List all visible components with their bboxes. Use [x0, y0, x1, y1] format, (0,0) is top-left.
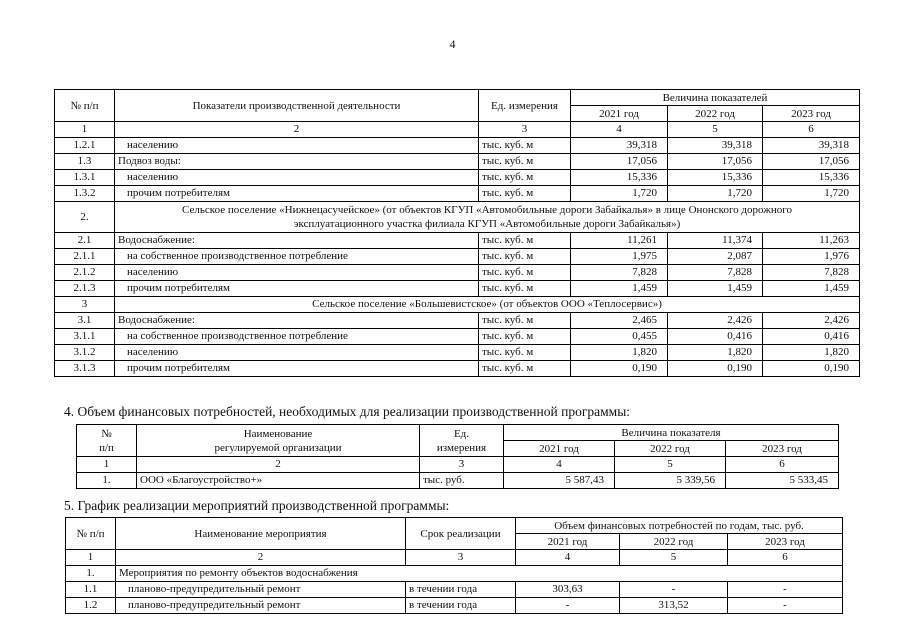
indicator-name: Водоснабжение:: [115, 233, 479, 249]
header-year-2023: 2023 год: [728, 534, 843, 550]
section-title-line2: эксплуатационного участка филиала КГУП «Автомобильные дороги Забайкалья»): [293, 218, 681, 230]
header-year-2023: 2023 год: [763, 106, 860, 122]
header-num-line2: п/п: [99, 441, 114, 454]
table-row: [55, 186, 860, 202]
value-2023: 17,056: [763, 154, 860, 170]
row-unit: тыс. куб. м: [479, 281, 571, 297]
row-num: 3.1.2: [55, 345, 115, 361]
indicator-name: населению: [115, 138, 479, 154]
value-2023: -: [728, 598, 843, 614]
indicator-name: прочим потребителям: [115, 361, 479, 377]
group-title: Мероприятия по ремонту объектов водоснабжения: [116, 566, 843, 582]
indicator-name: Водоснабжение:: [115, 313, 479, 329]
page-number: 4: [449, 37, 456, 51]
header-num: № п/п: [55, 90, 115, 122]
header-year-2022: 2022 год: [668, 106, 763, 122]
row-num: 3.1.1: [55, 329, 115, 345]
row-unit: тыс. куб. м: [479, 170, 571, 186]
value-2023: 1,720: [763, 186, 860, 202]
indicator-name: прочим потребителям: [115, 186, 479, 202]
row-num: 1.3: [55, 154, 115, 170]
col-number: 5: [615, 457, 726, 473]
section-4-title: 4. Объем финансовых потребностей, необходимых для реализации производственной программы:: [64, 404, 631, 419]
col-number: 4: [571, 122, 668, 138]
header-num: № п/п: [66, 518, 116, 550]
header-org: [137, 425, 420, 457]
row-num: 2.1.2: [55, 265, 115, 281]
col-number: 1: [77, 457, 137, 473]
row-unit: тыс. куб. м: [479, 345, 571, 361]
value-2021: 1,459: [571, 281, 668, 297]
col-number: 5: [620, 550, 728, 566]
section-row: [55, 202, 860, 233]
value-2023: 11,263: [763, 233, 860, 249]
indicator-name: населению: [115, 170, 479, 186]
value-2021: 1,975: [571, 249, 668, 265]
value-2023: 7,828: [763, 265, 860, 281]
col-number: 6: [726, 457, 839, 473]
activity-name: планово-предупредительный ремонт: [116, 598, 406, 614]
header-values-group: Объем финансовых потребностей по годам, тыс. руб.: [516, 518, 843, 534]
header-unit-line1: Ед.: [453, 427, 470, 440]
row-num: 1.: [66, 566, 116, 582]
header-org-line1: Наименование: [243, 427, 313, 440]
row-unit: тыс. куб. м: [479, 361, 571, 377]
table-row: [66, 598, 843, 614]
value-2023: 15,336: [763, 170, 860, 186]
row-unit: тыс. куб. м: [479, 329, 571, 345]
value-2021: 15,336: [571, 170, 668, 186]
section-title: [115, 202, 860, 233]
col-number: 1: [55, 122, 115, 138]
row-unit: тыс. куб. м: [479, 249, 571, 265]
row-unit: тыс. куб. м: [479, 313, 571, 329]
value-2023: -: [728, 582, 843, 598]
header-indicator: Показатели производственной деятельности: [115, 90, 479, 122]
header-num-line1: №: [101, 427, 112, 440]
value-2022: 2,426: [668, 313, 763, 329]
header-year-2021: 2021 год: [571, 106, 668, 122]
value-2021: 1,820: [571, 345, 668, 361]
value-2021: -: [516, 598, 620, 614]
value-2021: 0,190: [571, 361, 668, 377]
header-num: [77, 425, 137, 457]
row-num: 1.3.1: [55, 170, 115, 186]
header-org-line2: регулируемой организации: [214, 441, 342, 454]
col-number: 3: [479, 122, 571, 138]
indicator-name: на собственное производственное потребление: [115, 329, 479, 345]
row-num: 1.1: [66, 582, 116, 598]
column-number-row: [77, 457, 839, 473]
row-num: 2.1: [55, 233, 115, 249]
activities-schedule-table: [65, 517, 843, 614]
value-2023: 0,416: [763, 329, 860, 345]
value-2022: 2,087: [668, 249, 763, 265]
table-row: [55, 154, 860, 170]
header-values-group: Величина показателя: [504, 425, 839, 441]
col-number: 2: [137, 457, 420, 473]
value-2022: 17,056: [668, 154, 763, 170]
indicator-name: на собственное производственное потребление: [115, 249, 479, 265]
header-year-2022: 2022 год: [620, 534, 728, 550]
value-2023: 2,426: [763, 313, 860, 329]
col-number: 6: [763, 122, 860, 138]
row-num: 1.2.1: [55, 138, 115, 154]
header-year-2021: 2021 год: [516, 534, 620, 550]
section-num: 3: [55, 297, 115, 313]
value-2022: 11,374: [668, 233, 763, 249]
value-2023: 1,820: [763, 345, 860, 361]
value-2021: 303,63: [516, 582, 620, 598]
value-2023: 39,318: [763, 138, 860, 154]
header-unit-line2: измерения: [436, 441, 487, 454]
table-row: [55, 170, 860, 186]
section-5-title: 5. График реализации мероприятий производственной программы:: [64, 498, 450, 513]
table-row: [55, 313, 860, 329]
activity-term: в течении года: [406, 582, 516, 598]
group-row: [66, 566, 843, 582]
row-num: 1.2: [66, 598, 116, 614]
header-term: Срок реализации: [406, 518, 516, 550]
row-unit: тыс. куб. м: [479, 233, 571, 249]
row-unit: тыс. куб. м: [479, 154, 571, 170]
row-num: 2.1.3: [55, 281, 115, 297]
col-number: 6: [728, 550, 843, 566]
value-2022: 0,416: [668, 329, 763, 345]
value-2023: 0,190: [763, 361, 860, 377]
value-2021: 2,465: [571, 313, 668, 329]
value-2023: 5 533,45: [726, 473, 839, 489]
table-row: [55, 249, 860, 265]
table-row: [55, 361, 860, 377]
table-row: [55, 281, 860, 297]
org-name: ООО «Благоустройство+»: [137, 473, 420, 489]
indicator-name: прочим потребителям: [115, 281, 479, 297]
col-number: 2: [115, 122, 479, 138]
row-unit: тыс. куб. м: [479, 186, 571, 202]
indicator-name: населению: [115, 345, 479, 361]
indicator-name: населению: [115, 265, 479, 281]
column-number-row: [55, 122, 860, 138]
table-row: [55, 265, 860, 281]
financial-needs-table: [76, 424, 839, 489]
section-title: Сельское поселение «Большевистское» (от объектов ООО «Теплосервис»): [115, 297, 860, 313]
row-unit: тыс. руб.: [420, 473, 504, 489]
header-activity-name: Наименование мероприятия: [116, 518, 406, 550]
row-num: 3.1: [55, 313, 115, 329]
row-num: 1.3.2: [55, 186, 115, 202]
section-title-line1: Сельское поселение «Нижнецасучейское» (от объектов КГУП «Автомобильные дороги Забайкалья» в лице Ононского дорожного: [182, 204, 792, 216]
value-2021: 0,455: [571, 329, 668, 345]
col-number: 4: [516, 550, 620, 566]
table-row: [55, 138, 860, 154]
row-num: 2.1.1: [55, 249, 115, 265]
value-2022: -: [620, 582, 728, 598]
col-number: 5: [668, 122, 763, 138]
row-num: 1.: [77, 473, 137, 489]
col-number: 3: [420, 457, 504, 473]
row-unit: тыс. куб. м: [479, 138, 571, 154]
table-row: [55, 233, 860, 249]
table-row: [66, 582, 843, 598]
header-year-2021: 2021 год: [504, 441, 615, 457]
row-unit: тыс. куб. м: [479, 265, 571, 281]
header-year-2022: 2022 год: [615, 441, 726, 457]
value-2021: 1,720: [571, 186, 668, 202]
row-num: 3.1.3: [55, 361, 115, 377]
col-number: 1: [66, 550, 116, 566]
col-number: 3: [406, 550, 516, 566]
value-2022: 5 339,56: [615, 473, 726, 489]
value-2022: 1,720: [668, 186, 763, 202]
table-row: [55, 345, 860, 361]
value-2021: 17,056: [571, 154, 668, 170]
value-2022: 0,190: [668, 361, 763, 377]
value-2022: 1,820: [668, 345, 763, 361]
header-unit: [420, 425, 504, 457]
header-values-group: Величина показателей: [571, 90, 860, 106]
value-2021: 11,261: [571, 233, 668, 249]
column-number-row: [66, 550, 843, 566]
value-2021: 5 587,43: [504, 473, 615, 489]
value-2022: 1,459: [668, 281, 763, 297]
value-2022: 39,318: [668, 138, 763, 154]
col-number: 2: [116, 550, 406, 566]
section-row: [55, 297, 860, 313]
col-number: 4: [504, 457, 615, 473]
activity-name: планово-предупредительный ремонт: [116, 582, 406, 598]
value-2023: 1,976: [763, 249, 860, 265]
value-2022: 7,828: [668, 265, 763, 281]
table-row: [77, 473, 839, 489]
value-2023: 1,459: [763, 281, 860, 297]
table-row: [55, 329, 860, 345]
value-2021: 7,828: [571, 265, 668, 281]
indicator-name: Подвоз воды:: [115, 154, 479, 170]
activity-term: в течении года: [406, 598, 516, 614]
header-year-2023: 2023 год: [726, 441, 839, 457]
value-2021: 39,318: [571, 138, 668, 154]
value-2022: 15,336: [668, 170, 763, 186]
section-num: 2.: [55, 202, 115, 233]
value-2022: 313,52: [620, 598, 728, 614]
production-indicators-table: [54, 89, 860, 377]
header-unit: Ед. измерения: [479, 90, 571, 122]
